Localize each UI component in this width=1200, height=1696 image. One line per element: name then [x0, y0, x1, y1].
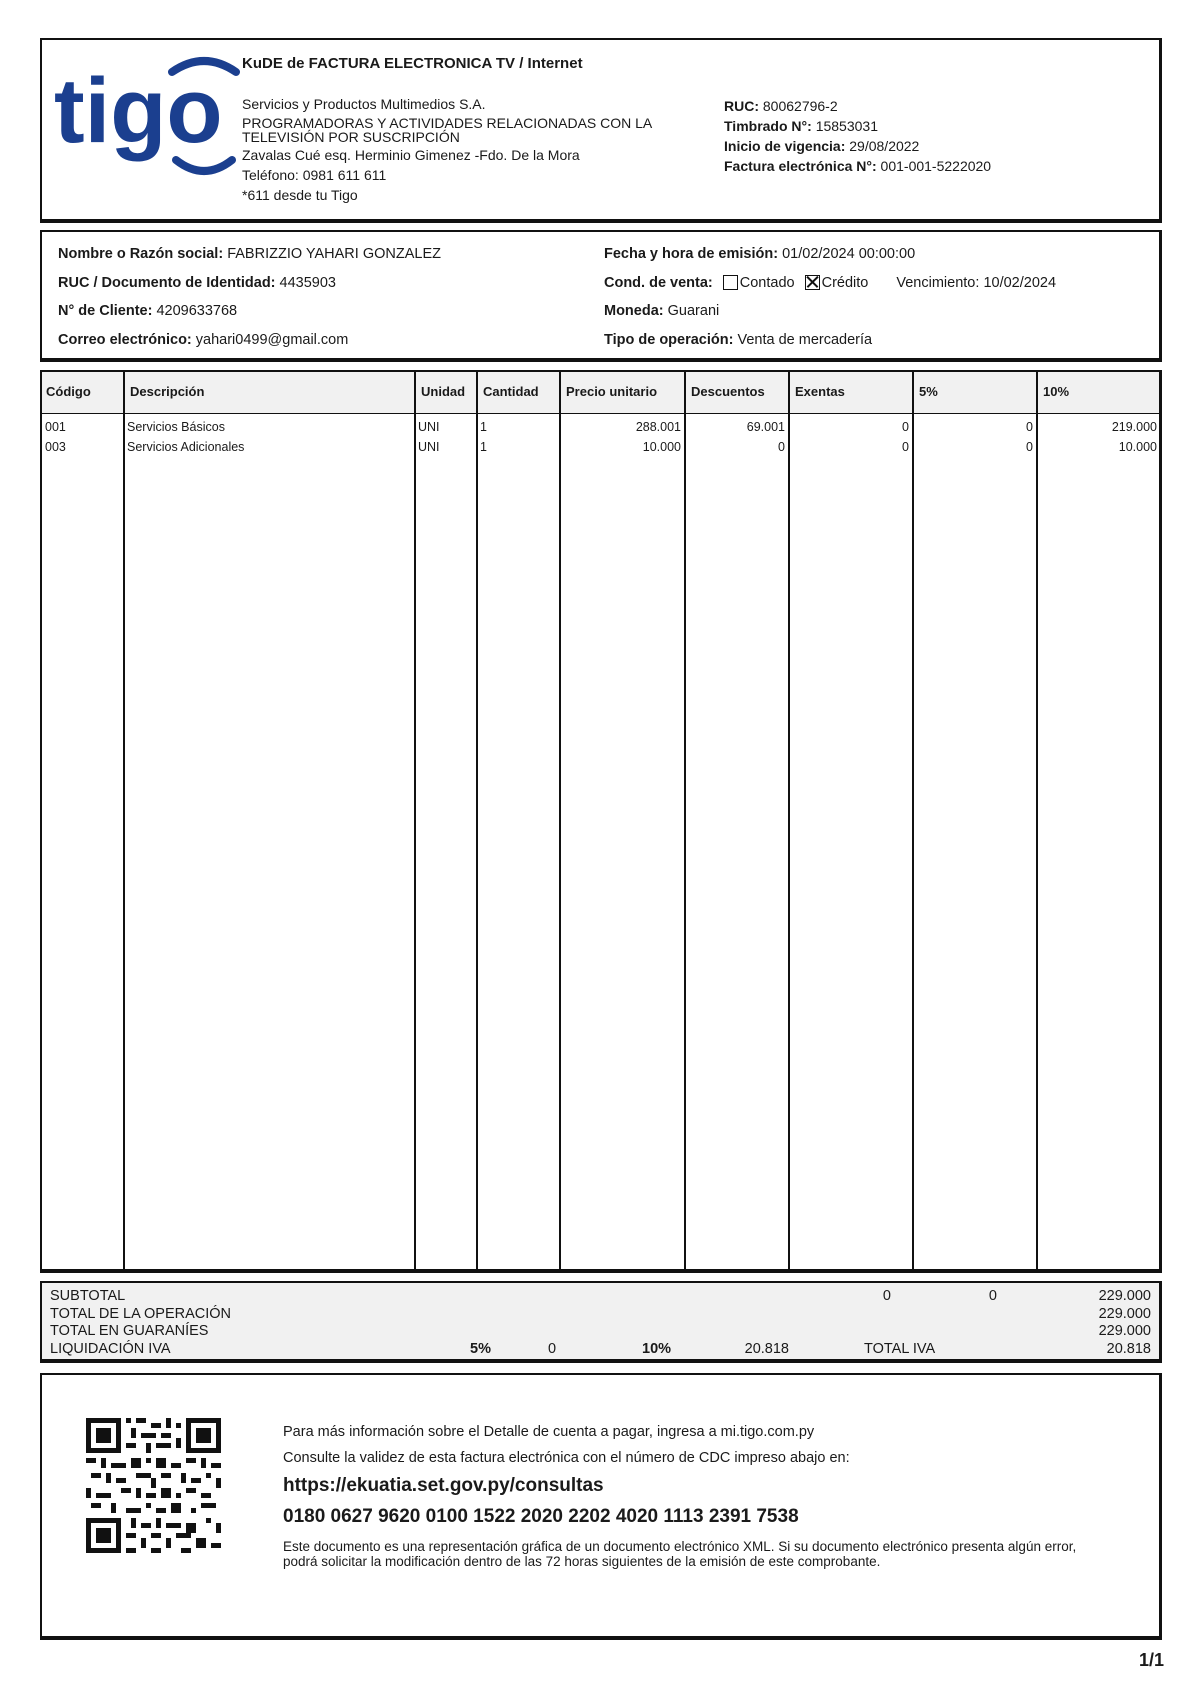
item-unit: UNI [418, 420, 440, 434]
item-unit-price: 10.000 [642, 440, 681, 454]
total-operacion-label: TOTAL DE LA OPERACIÓN [50, 1305, 232, 1322]
col-header-codigo: Código [46, 384, 91, 399]
client-name-value: FABRIZZIO YAHARI GONZALEZ [227, 246, 441, 262]
iva10-label: 10% [642, 1340, 672, 1357]
operation-type-row [604, 332, 1056, 361]
footer-section [40, 1373, 1162, 1640]
total-operacion-value: 229.000 [1098, 1305, 1151, 1322]
client-right-column [604, 246, 1056, 360]
column-divider [788, 372, 790, 1269]
activity-line-2: TELEVISIÓN POR SUSCRIPCIÓN [242, 129, 460, 145]
col-header-cantidad: Cantidad [483, 384, 539, 399]
currency-row [604, 303, 1056, 332]
item-10: 10.000 [1118, 440, 1157, 454]
client-name-row [58, 246, 441, 275]
company-phone-alt: *611 desde tu Tigo [242, 187, 358, 203]
column-divider [559, 372, 561, 1269]
col-header-exentas: Exentas [795, 384, 845, 399]
client-doc-row [58, 275, 441, 304]
total-iva-label: TOTAL IVA [864, 1340, 936, 1357]
subtotal-5: 0 [988, 1288, 997, 1304]
factura-label: Factura electrónica N°: [724, 158, 877, 174]
column-divider [414, 372, 416, 1269]
item-unit: UNI [418, 440, 440, 454]
column-divider [912, 372, 914, 1269]
activity-line-1: PROGRAMADORAS Y ACTIVIDADES RELACIONADAS CON LA [242, 115, 653, 131]
timbrado-row [724, 116, 991, 136]
client-email-value: yahari0499@gmail.com [195, 331, 349, 348]
currency-label: Moneda: [604, 303, 664, 319]
client-number-value: 4209633768 [156, 303, 238, 319]
client-name-label: Nombre o Razón social: [58, 246, 224, 262]
item-code: 001 [45, 420, 66, 434]
client-left-column [58, 246, 441, 360]
factura-value: 001-001-5222020 [880, 158, 992, 174]
item-unit-price: 288.001 [635, 420, 681, 434]
invoice-title: KuDE de FACTURA ELECTRONICA TV / Internet [242, 55, 583, 72]
currency-value: Guarani [667, 303, 720, 319]
client-number-label: N° de Cliente: [58, 303, 153, 319]
info-line: Para más información sobre el Detalle de cuenta a pagar, ingresa a mi.tigo.com.py [283, 1424, 815, 1440]
consult-line: Consulte la validez de esta factura electrónica con el número de CDC impreso abajo en: [283, 1450, 850, 1466]
due-date-label: Vencimiento: [896, 274, 980, 291]
vigencia-label: Inicio de vigencia: [724, 138, 846, 154]
operation-type-value: Venta de mercadería [737, 331, 873, 348]
contado-label: Contado [739, 274, 795, 291]
subtotal-10: 229.000 [1098, 1288, 1151, 1304]
col-header-10: 10% [1043, 384, 1070, 399]
company-phone: Teléfono: 0981 611 611 [242, 167, 387, 183]
credito-checkbox [805, 275, 820, 290]
item-description: Servicios Básicos [127, 420, 225, 434]
vigencia-row [724, 136, 991, 156]
ruc-label: RUC: [724, 98, 759, 114]
due-date-value: 10/02/2024 [983, 274, 1057, 291]
client-email-label: Correo electrónico: [58, 331, 192, 348]
item-exentas: 0 [902, 440, 909, 454]
client-doc-value: 4435903 [279, 274, 336, 291]
vigencia-value: 29/08/2022 [849, 138, 920, 154]
fiscal-info [724, 96, 991, 176]
disclaimer-text: Este documento es una representación gráfica de un documento electrónico XML. Si su documento electrónico presenta algún error, podrá solicitar la modificación dentro de las 72 horas siguientes de la emisión de este comprobante. [283, 1539, 1077, 1569]
timbrado-label: Timbrado N°: [724, 118, 812, 134]
item-discount: 0 [778, 440, 785, 454]
iva5-value: 0 [548, 1340, 557, 1357]
contado-checkbox [723, 275, 738, 290]
ruc-value: 80062796-2 [762, 98, 838, 114]
invoice-header [40, 38, 1162, 223]
issuer-info [242, 96, 682, 204]
subtotal-exentas: 0 [882, 1288, 891, 1304]
subtotal-label: SUBTOTAL [50, 1288, 126, 1304]
col-header-precio-unitario: Precio unitario [566, 384, 658, 399]
company-address: Zavalas Cué esq. Herminio Gimenez -Fdo. De la Mora [242, 147, 580, 163]
qr-code-icon [86, 1418, 221, 1553]
col-header-descuentos: Descuentos [691, 384, 765, 399]
client-email-row [58, 332, 441, 361]
client-number-row [58, 303, 441, 332]
item-10: 219.000 [1111, 420, 1157, 434]
item-5: 0 [1026, 420, 1033, 434]
timbrado-value: 15853031 [815, 118, 878, 134]
cdc-number: 0180 0627 9620 0100 1522 2020 2202 4020 1113 2391 7538 [283, 1506, 799, 1527]
item-discount: 69.001 [746, 420, 785, 434]
item-5: 0 [1026, 440, 1033, 454]
totals-section [40, 1281, 1162, 1363]
iva5-label: 5% [470, 1340, 491, 1357]
col-header-descripcion: Descripción [130, 384, 205, 399]
client-doc-label: RUC / Documento de Identidad: [58, 274, 276, 291]
client-section [40, 230, 1162, 362]
page-number: 1/1 [1138, 1650, 1164, 1670]
column-divider [1036, 372, 1038, 1269]
col-header-5: 5% [919, 384, 938, 399]
issue-date-value: 01/02/2024 00:00:00 [782, 246, 916, 262]
item-quantity: 1 [480, 440, 487, 454]
iva10-value: 20.818 [744, 1340, 789, 1357]
column-divider [123, 372, 125, 1269]
total-guaranies-label: TOTAL EN GUARANÍES [50, 1323, 209, 1339]
total-guaranies-value: 229.000 [1098, 1323, 1151, 1339]
item-code: 003 [45, 440, 66, 454]
ruc-row [724, 96, 991, 116]
credito-label: Crédito [821, 274, 869, 291]
items-table [40, 370, 1162, 1273]
factura-row [724, 156, 991, 176]
item-exentas: 0 [902, 420, 909, 434]
consult-url-link[interactable]: https://ekuatia.set.gov.py/consultas [283, 1475, 604, 1496]
svg-text:tigo: tigo [54, 60, 223, 162]
column-divider [684, 372, 686, 1269]
issue-date-row [604, 246, 1056, 275]
issue-date-label: Fecha y hora de emisión: [604, 246, 779, 262]
item-quantity: 1 [480, 420, 487, 434]
liquidacion-iva-label: LIQUIDACIÓN IVA [50, 1340, 171, 1357]
operation-type-label: Tipo de operación: [604, 331, 734, 348]
company-name: Servicios y Productos Multimedios S.A. [242, 96, 486, 112]
column-divider [476, 372, 478, 1269]
totals-labels [50, 1288, 231, 1358]
tigo-logo [54, 50, 244, 180]
sale-condition-row [604, 275, 1056, 304]
sale-condition-label: Cond. de venta: [604, 274, 713, 291]
col-header-unidad: Unidad [421, 384, 466, 399]
total-iva-value: 20.818 [1106, 1340, 1151, 1357]
item-description: Servicios Adicionales [127, 440, 245, 454]
